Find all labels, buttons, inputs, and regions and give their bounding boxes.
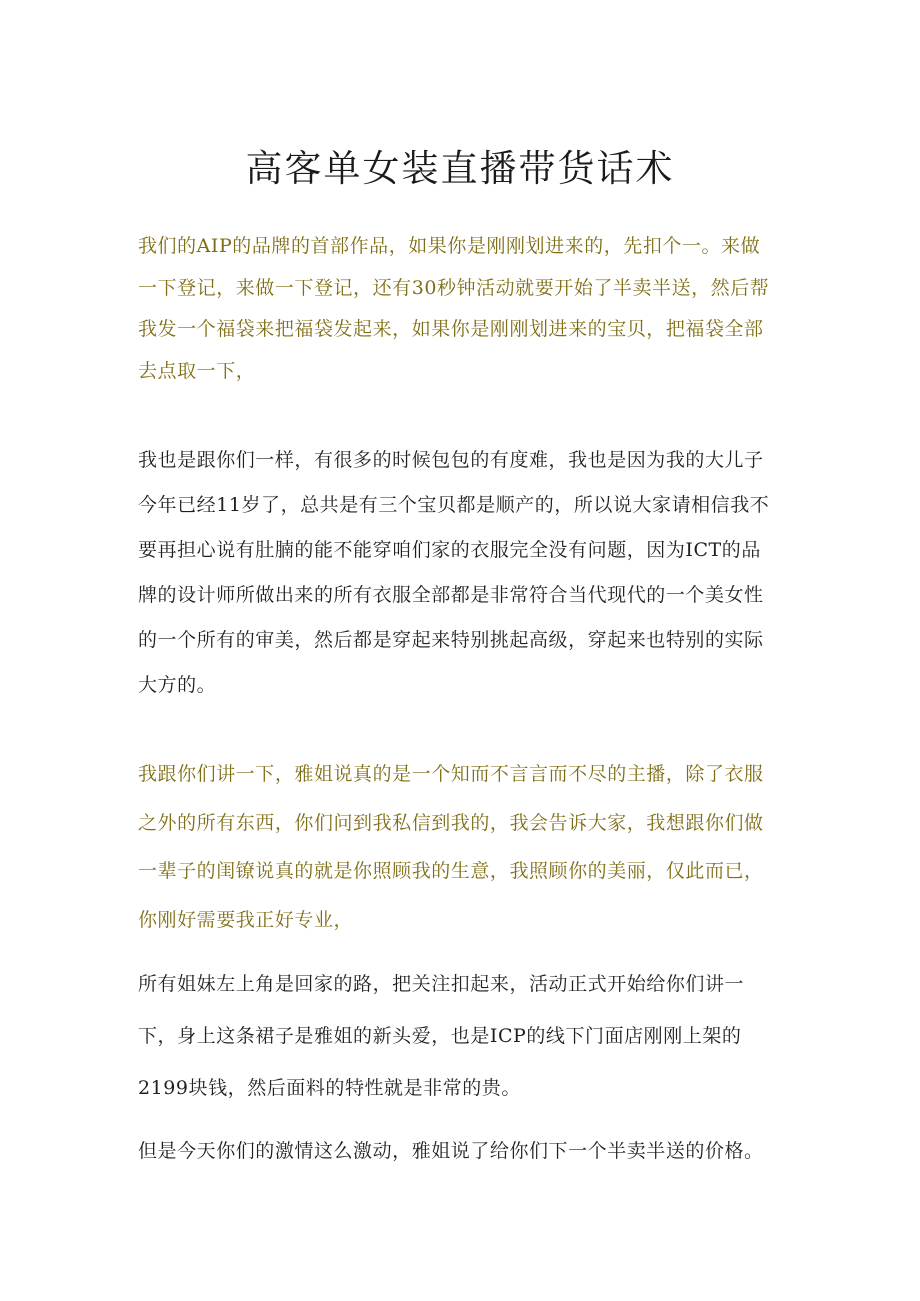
paragraph-line: 下，身上这条裙子是雅姐的新头爱，也是ICP的线下门面店刚刚上架的 [138, 1025, 742, 1047]
paragraph-line: 你刚好需要我正好专业， [138, 908, 354, 931]
paragraph-line: 但是今天你们的激情这么激动，雅姐说了给你们下一个半卖半送的价格。 [138, 1140, 764, 1162]
paragraph-line: 我发一个福袋来把福袋发起来，如果你是刚刚划进来的宝贝，把福袋全部 [138, 318, 764, 340]
paragraph-line: 2199块钱，然后面料的特性就是非常的贵。 [138, 1077, 521, 1099]
paragraph-trust [138, 750, 784, 944]
paragraph-story [138, 438, 784, 708]
paragraph-line: 今年已经11岁了，总共是有三个宝贝都是顺产的，所以说大家请相信我不 [138, 494, 770, 516]
paragraph-line: 的一个所有的审美，然后都是穿起来特别挑起高级，穿起来也特别的实际 [138, 629, 764, 651]
paragraph-intro [138, 226, 784, 392]
paragraph-line: 所有姐妹左上角是回家的路，把关注扣起来，活动正式开始给你们讲一 [138, 973, 745, 995]
paragraph-product [138, 958, 784, 1114]
paragraph-line: 之外的所有东西，你们问到我私信到我的，我会告诉大家，我想跟你们做 [138, 811, 764, 834]
paragraph-line: 我们的AIP的品牌的首部作品，如果你是刚刚划进来的，先扣个一。来做 [138, 235, 761, 257]
paragraph-offer [138, 1133, 784, 1169]
paragraph-line: 牌的设计师所做出来的所有衣服全部都是非常符合当代现代的一个美女性 [138, 584, 764, 606]
paragraph-line: 一辈子的闺镣说真的就是你照顾我的生意，我照顾你的美丽，仅此而已， [138, 860, 764, 882]
paragraph-line: 一下登记，来做一下登记，还有30秒钟活动就要开始了半卖半送，然后帮 [138, 276, 770, 299]
paragraph-line: 去点取一下， [138, 359, 256, 382]
paragraph-line: 大方的。 [138, 674, 217, 696]
paragraph-line: 我也是跟你们一样，有很多的时候包包的有度难，我也是因为我的大儿子 [138, 449, 764, 471]
document-title: 高客单女装直播带货话术 [245, 147, 675, 190]
paragraph-line: 我跟你们讲一下，雅姐说真的是一个知而不言言而不尽的主播，除了衣服 [138, 763, 764, 785]
paragraph-line: 要再担心说有肚腩的能不能穿咱们家的衣服完全没有问题，因为ICT的品 [138, 539, 761, 561]
